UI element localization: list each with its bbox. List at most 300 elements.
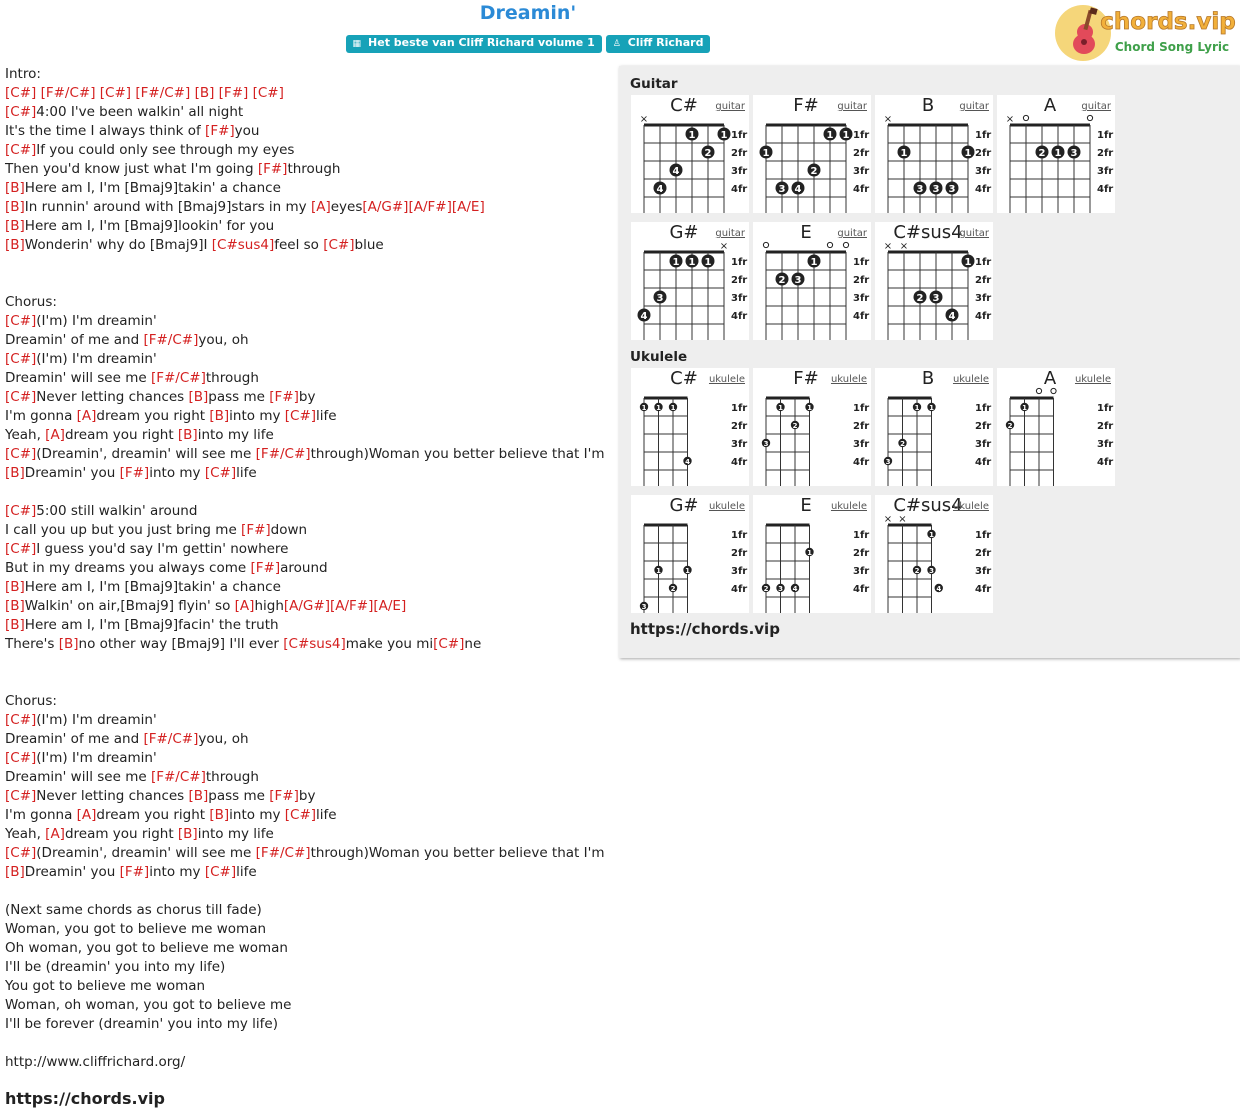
lyric-line: (Next same chords as chorus till fade) <box>5 902 262 918</box>
guitar-heading: Guitar <box>630 76 678 92</box>
fret-label: 1fr <box>975 530 992 541</box>
finger-number: 1 <box>685 567 690 575</box>
chord-marker[interactable]: [A] <box>76 408 97 424</box>
lyric-line: Dreamin' will see me [F#/C#]through <box>5 370 259 386</box>
fret-label: 1fr <box>731 403 748 414</box>
finger-number: 4 <box>948 311 956 322</box>
lyric-line: [C#](I'm) I'm dreamin' <box>5 712 157 728</box>
chord-marker[interactable]: [C#] <box>284 408 317 424</box>
finger-number: 4 <box>794 184 802 195</box>
footer-url[interactable]: https://chords.vip <box>5 1089 165 1108</box>
guitar-chord-diagram[interactable] <box>753 95 871 213</box>
fret-label: 1fr <box>975 257 992 268</box>
muted-string-marker: × <box>1005 114 1015 125</box>
finger-number: 1 <box>656 567 661 575</box>
chord-marker[interactable]: [B] <box>5 199 25 215</box>
ukulele-chord-diagram[interactable] <box>753 368 871 486</box>
chord-marker[interactable]: [C#] <box>5 788 37 804</box>
finger-number: 2 <box>763 585 769 593</box>
fret-label: 3fr <box>731 566 748 577</box>
fretboard-grid <box>631 222 749 340</box>
fretboard-grid <box>875 495 993 613</box>
chord-name: F# <box>793 95 819 116</box>
fret-label: 2fr <box>731 275 748 286</box>
fret-label: 4fr <box>975 311 992 322</box>
fret-label: 2fr <box>731 148 748 159</box>
fretboard-grid <box>875 222 993 340</box>
chord-marker[interactable]: [C#] <box>5 541 37 557</box>
finger-number: 1 <box>807 549 812 557</box>
finger-number: 1 <box>842 130 850 141</box>
lyric-line: [C#]I guess you'd say I'm gettin' nowhere <box>5 541 289 557</box>
finger-number: 4 <box>640 311 648 322</box>
chord-marker[interactable]: [B] <box>188 788 209 804</box>
fretboard-grid <box>753 222 871 340</box>
fret-label: 2fr <box>975 548 992 559</box>
lyric-line: I call you up but you just bring me [F#]down <box>5 522 308 538</box>
open-string-marker <box>1036 388 1041 393</box>
chord-marker[interactable]: [B] <box>177 826 198 842</box>
chord-marker[interactable]: [C#] <box>433 636 465 652</box>
chord-name: E <box>800 495 812 516</box>
chord-marker[interactable]: [C#] <box>284 807 317 823</box>
chord-marker[interactable]: [B] <box>209 408 230 424</box>
chord-marker[interactable]: [F#] <box>257 161 288 177</box>
instrument-link[interactable]: guitar <box>837 228 867 239</box>
fret-label: 4fr <box>853 457 870 468</box>
chord-marker[interactable]: [C#] <box>5 104 37 120</box>
fret-label: 4fr <box>975 184 992 195</box>
lyric-line: But in my dreams you always come [F#]around <box>5 560 328 576</box>
finger-number: 3 <box>932 293 940 304</box>
fret-label: 4fr <box>1097 184 1114 195</box>
site-logo[interactable] <box>1054 4 1240 62</box>
lyrics-section <box>5 65 610 1072</box>
chord-marker[interactable]: [C#sus4] <box>283 636 346 652</box>
chord-marker[interactable]: [F#] <box>241 522 271 538</box>
finger-number: 3 <box>916 184 924 195</box>
finger-number: 2 <box>916 293 924 304</box>
chord-marker[interactable]: [C#] <box>99 85 132 101</box>
chord-marker[interactable]: [A/F#] <box>408 199 452 215</box>
chord-name: C# <box>670 368 698 389</box>
fret-label: 3fr <box>731 293 748 304</box>
lyric-line: I'm gonna [A]dream you right [B]into my [C#]life <box>5 807 337 823</box>
fret-label: 2fr <box>1097 421 1114 432</box>
artist-badge-label: Cliff Richard <box>627 36 704 49</box>
finger-number: 2 <box>900 440 905 448</box>
finger-number: 1 <box>656 404 661 412</box>
fretboard-grid <box>875 368 993 486</box>
chord-panel <box>619 66 1240 658</box>
lyric-line <box>5 483 610 502</box>
finger-number: 1 <box>670 404 676 412</box>
lyric-line <box>5 274 610 293</box>
fret-label: 1fr <box>975 130 992 141</box>
finger-number: 3 <box>1070 148 1078 159</box>
fretboard-grid <box>631 95 749 213</box>
fret-label: 2fr <box>731 421 748 432</box>
guitar-chord-diagram[interactable] <box>631 222 749 340</box>
fret-label: 1fr <box>731 130 748 141</box>
lyric-line: [C#](I'm) I'm dreamin' <box>5 313 157 329</box>
instrument-link[interactable]: ukulele <box>1074 374 1111 385</box>
fret-label: 2fr <box>975 421 992 432</box>
chord-marker[interactable]: [F#/C#] <box>40 85 96 101</box>
chord-marker[interactable]: [B] <box>194 85 215 101</box>
guitar-chord-diagram[interactable] <box>997 95 1115 213</box>
fret-label: 4fr <box>731 584 748 595</box>
open-string-marker <box>1051 388 1056 393</box>
ukulele-chord-diagram[interactable] <box>753 495 871 613</box>
finger-number: 3 <box>778 585 783 593</box>
chord-marker[interactable]: [A] <box>45 826 65 842</box>
chord-name: C#sus4 <box>893 222 963 243</box>
fret-label: 4fr <box>731 311 748 322</box>
chord-marker[interactable]: [A/G#] <box>362 199 409 215</box>
lyric-line: [C#]Never letting chances [B]pass me [F#]by <box>5 389 316 405</box>
song-title: Dreamin' <box>479 2 577 24</box>
chord-marker[interactable]: [F#] <box>119 465 150 481</box>
chord-marker[interactable]: [C#] <box>204 864 237 880</box>
fret-label: 1fr <box>853 530 870 541</box>
instrument-link[interactable]: ukulele <box>708 374 745 385</box>
open-string-marker <box>827 242 832 247</box>
fretboard-grid <box>753 368 871 486</box>
muted-string-marker: × <box>719 241 729 252</box>
finger-number: 2 <box>792 422 798 430</box>
lyric-line: Woman, you got to believe me woman <box>5 921 267 937</box>
chord-marker[interactable]: [F#/C#] <box>143 332 199 348</box>
finger-number: 1 <box>762 148 770 159</box>
fret-label: 3fr <box>731 439 748 450</box>
finger-number: 1 <box>929 404 934 412</box>
chord-marker[interactable]: [B] <box>5 617 25 633</box>
fret-label: 3fr <box>975 566 992 577</box>
guitar-chord-diagram[interactable] <box>753 222 871 340</box>
chord-marker[interactable]: [F#] <box>269 788 299 804</box>
finger-number: 1 <box>810 257 818 268</box>
chord-marker[interactable]: [C#] <box>252 85 284 101</box>
user-icon: ♙ <box>612 39 621 49</box>
chord-name: E <box>800 222 812 243</box>
fret-label: 3fr <box>975 439 992 450</box>
fret-label: 1fr <box>853 130 870 141</box>
finger-number: 1 <box>826 130 834 141</box>
chord-name: G# <box>669 495 699 516</box>
finger-number: 3 <box>929 567 934 575</box>
instrument-link[interactable]: guitar <box>837 101 867 112</box>
finger-number: 4 <box>685 458 690 466</box>
lyric-line: [C#]Never letting chances [B]pass me [F#]by <box>5 788 316 804</box>
lyric-line <box>5 654 610 673</box>
chord-marker[interactable]: [B] <box>209 807 230 823</box>
artist-badge[interactable] <box>606 35 711 53</box>
finger-number: 1 <box>807 404 812 412</box>
instrument-link[interactable]: guitar <box>959 228 989 239</box>
fret-label: 3fr <box>975 293 992 304</box>
fret-label: 1fr <box>731 257 748 268</box>
chord-marker[interactable]: [F#] <box>119 864 150 880</box>
chord-marker[interactable]: [C#] <box>5 313 37 329</box>
chord-marker[interactable]: [A/E] <box>451 199 485 215</box>
chord-marker[interactable]: [C#] <box>5 85 37 101</box>
ukulele-chord-diagram[interactable] <box>875 368 993 486</box>
finger-number: 3 <box>885 458 891 466</box>
chord-name: B <box>921 368 935 389</box>
chord-marker[interactable]: [A/G#] <box>283 598 330 614</box>
finger-number: 1 <box>720 130 728 141</box>
fret-label: 3fr <box>1097 439 1114 450</box>
fret-label: 4fr <box>731 184 748 195</box>
fretboard-grid <box>631 368 749 486</box>
ukulele-chord-diagram[interactable] <box>631 368 749 486</box>
guitar-chord-diagram[interactable] <box>631 95 749 213</box>
chord-marker[interactable]: [A] <box>76 807 97 823</box>
chord-marker[interactable]: [C#] <box>5 446 37 462</box>
fret-label: 4fr <box>1097 457 1114 468</box>
guitar-chord-diagram[interactable] <box>875 222 993 340</box>
muted-string-marker: × <box>883 114 893 125</box>
lyric-line: I'll be forever (dreamin' you into my life) <box>5 1016 278 1032</box>
chord-marker[interactable]: [C#sus4] <box>211 237 275 253</box>
chord-marker[interactable]: [B] <box>5 237 25 253</box>
chord-marker[interactable]: [F#] <box>250 560 281 576</box>
fret-label: 4fr <box>975 457 992 468</box>
finger-number: 1 <box>688 257 696 268</box>
finger-number: 1 <box>929 531 934 539</box>
fret-label: 3fr <box>853 439 870 450</box>
fret-label: 1fr <box>853 257 870 268</box>
lyric-line <box>5 255 610 274</box>
lyric-line: http://www.cliffrichard.org/ <box>5 1054 186 1070</box>
lyric-line: [C#](Dreamin', dreamin' will see me [F#/C#]through)Woman you better believe that I'm <box>5 845 605 861</box>
fret-label: 2fr <box>975 275 992 286</box>
lyric-line: Yeah, [A]dream you right [B]into my life <box>5 826 274 842</box>
muted-string-marker: × <box>899 241 909 252</box>
lyric-line <box>5 882 610 901</box>
instrument-link[interactable]: ukulele <box>830 374 867 385</box>
chord-marker[interactable]: [C#] <box>5 845 37 861</box>
ukulele-chord-diagram[interactable] <box>875 495 993 613</box>
fret-label: 1fr <box>853 403 870 414</box>
lyric-line: [B]Walkin' on air,[Bmaj9] flyin' so [A]high[A/G#][A/F#][A/E] <box>5 598 407 614</box>
chord-marker[interactable]: [C#] <box>5 712 37 728</box>
lyric-line: [C#]5:00 still walkin' around <box>5 503 198 519</box>
lyric-line: You got to believe me woman <box>5 978 206 994</box>
instrument-link[interactable]: guitar <box>959 101 989 112</box>
chord-marker[interactable]: [B] <box>5 218 25 234</box>
finger-number: 1 <box>914 404 920 412</box>
lyric-line: Chorus: <box>5 693 57 709</box>
chord-name: C# <box>670 95 698 116</box>
fret-label: 2fr <box>853 548 870 559</box>
lyric-line: [C#](I'm) I'm dreamin' <box>5 750 157 766</box>
fretboard-grid <box>997 368 1115 486</box>
instrument-link[interactable]: ukulele <box>708 501 745 512</box>
lyric-line <box>5 673 610 692</box>
lyric-line: Chorus: <box>5 294 57 310</box>
lyric-line: It's the time I always think of [F#]you <box>5 123 260 139</box>
fret-label: 3fr <box>853 293 870 304</box>
chord-marker[interactable]: [B] <box>5 598 25 614</box>
muted-string-marker: × <box>883 241 893 252</box>
finger-number: 1 <box>1054 148 1062 159</box>
finger-number: 1 <box>672 257 680 268</box>
fretboard-grid <box>875 95 993 213</box>
chord-marker[interactable]: [F#/C#] <box>135 85 191 101</box>
chord-marker[interactable]: [F#/C#] <box>143 731 199 747</box>
muted-string-marker: × <box>898 514 907 525</box>
lyric-line: There's [B]no other way [Bmaj9] I'll ever [C#sus4]make you mi[C#]ne <box>5 636 482 652</box>
lyric-line: Then you'd know just what I'm going [F#]through <box>5 161 341 177</box>
instrument-link[interactable]: guitar <box>1081 101 1111 112</box>
instrument-link[interactable]: ukulele <box>830 501 867 512</box>
instrument-link[interactable]: guitar <box>715 228 745 239</box>
chord-marker[interactable]: [C#] <box>5 750 37 766</box>
fret-label: 1fr <box>731 530 748 541</box>
ukulele-logo-icon <box>1054 4 1240 62</box>
fret-label: 4fr <box>853 184 870 195</box>
finger-number: 1 <box>778 404 783 412</box>
chord-marker[interactable]: [B] <box>5 180 25 196</box>
instrument-link[interactable]: ukulele <box>952 374 989 385</box>
lyric-line <box>5 84 610 103</box>
lyric-line: [C#]If you could only see through my eyes <box>5 142 295 158</box>
chord-marker[interactable]: [F#/C#] <box>255 446 311 462</box>
fret-label: 2fr <box>731 548 748 559</box>
lyric-line: [C#](I'm) I'm dreamin' <box>5 351 157 367</box>
finger-number: 1 <box>964 257 972 268</box>
fret-label: 1fr <box>1097 403 1114 414</box>
lyric-line: [B]Dreamin' you [F#]into my [C#]life <box>5 465 257 481</box>
fret-label: 4fr <box>853 311 870 322</box>
chord-marker[interactable]: [F#/C#] <box>150 769 206 785</box>
chord-marker[interactable]: [B] <box>58 636 79 652</box>
ukulele-chord-diagram[interactable] <box>997 368 1115 486</box>
fretboard-grid <box>753 95 871 213</box>
chord-marker[interactable]: [A/E] <box>373 598 407 614</box>
finger-number: 1 <box>1022 404 1027 412</box>
chord-marker[interactable]: [B] <box>5 579 25 595</box>
badge-row <box>0 35 1056 53</box>
lyric-line: [B]In runnin' around with [Bmaj9]stars in my [A]eyes[A/G#][A/F#][A/E] <box>5 199 485 215</box>
lyric-line: Dreamin' will see me [F#/C#]through <box>5 769 259 785</box>
finger-number: 3 <box>948 184 956 195</box>
finger-number: 2 <box>778 275 786 286</box>
chord-marker[interactable]: [A] <box>45 427 65 443</box>
guitar-chord-diagram[interactable] <box>875 95 993 213</box>
muted-string-marker: × <box>883 514 893 525</box>
lyric-line: I'm gonna [A]dream you right [B]into my [C#]life <box>5 408 337 424</box>
chord-name: B <box>921 95 935 116</box>
chord-marker[interactable]: [B] <box>188 389 209 405</box>
chord-marker[interactable]: [F#/C#] <box>150 370 206 386</box>
fret-label: 3fr <box>853 566 870 577</box>
finger-number: 3 <box>794 275 802 286</box>
chord-marker[interactable]: [C#] <box>5 389 37 405</box>
finger-number: 2 <box>914 567 920 575</box>
finger-number: 4 <box>656 184 664 195</box>
chord-marker[interactable]: [C#] <box>5 351 37 367</box>
finger-number: 2 <box>670 585 676 593</box>
lyric-line <box>5 1034 610 1053</box>
lyric-line: [B]Here am I, I'm [Bmaj9]facin' the truth <box>5 617 279 633</box>
finger-number: 1 <box>704 257 712 268</box>
open-string-marker <box>763 242 768 247</box>
finger-number: 1 <box>688 130 696 141</box>
fretboard-grid <box>997 95 1115 213</box>
finger-number: 4 <box>936 585 942 593</box>
chord-name: A <box>1043 95 1057 116</box>
chord-marker[interactable]: [C#] <box>5 142 37 158</box>
lyric-line: Oh woman, you got to believe me woman <box>5 940 288 956</box>
chord-marker[interactable]: [F#] <box>218 85 249 101</box>
chord-name: G# <box>669 222 699 243</box>
chord-marker[interactable]: [C#] <box>204 465 237 481</box>
lyric-line: [B]Here am I, I'm [Bmaj9]takin' a chance <box>5 180 281 196</box>
fret-label: 2fr <box>853 421 870 432</box>
chord-marker[interactable]: [F#] <box>205 123 235 139</box>
chord-marker[interactable]: [B] <box>5 465 25 481</box>
open-string-marker <box>1087 115 1092 120</box>
chord-marker[interactable]: [F#] <box>269 389 299 405</box>
lyric-line: Intro: <box>5 66 41 82</box>
chord-marker[interactable]: [B] <box>177 427 198 443</box>
chord-marker[interactable]: [A] <box>234 598 255 614</box>
finger-number: 2 <box>810 166 818 177</box>
ukulele-heading: Ukulele <box>630 349 688 365</box>
open-string-marker <box>1023 115 1028 120</box>
ukulele-chord-diagram[interactable] <box>631 495 749 613</box>
chord-marker[interactable]: [C#] <box>5 503 37 519</box>
chord-marker[interactable]: [A] <box>310 199 331 215</box>
finger-number: 1 <box>641 404 647 412</box>
fret-label: 4fr <box>975 584 992 595</box>
lyric-line: [B]Here am I, I'm [Bmaj9]lookin' for you <box>5 218 275 234</box>
instrument-link[interactable]: guitar <box>715 101 745 112</box>
lyric-line: Dreamin' of me and [F#/C#]you, oh <box>5 332 249 348</box>
chord-marker[interactable]: [A/F#] <box>329 598 374 614</box>
lyric-line: Dreamin' of me and [F#/C#]you, oh <box>5 731 249 747</box>
chord-marker[interactable]: [B] <box>5 864 25 880</box>
finger-number: 1 <box>900 148 908 159</box>
finger-number: 4 <box>792 585 798 593</box>
chord-marker[interactable]: [C#] <box>323 237 355 253</box>
instrument-link[interactable]: ukulele <box>952 501 989 512</box>
fret-label: 2fr <box>1097 148 1114 159</box>
finger-number: 3 <box>763 440 769 448</box>
album-badge[interactable] <box>346 35 602 53</box>
finger-number: 3 <box>932 184 940 195</box>
fret-label: 3fr <box>1097 166 1114 177</box>
muted-string-marker: × <box>639 114 649 125</box>
fretboard-grid <box>753 495 871 613</box>
lyric-line: [B]Here am I, I'm [Bmaj9]takin' a chance <box>5 579 281 595</box>
lyric-line: Woman, oh woman, you got to believe me <box>5 997 292 1013</box>
fret-label: 3fr <box>731 166 748 177</box>
chord-marker[interactable]: [F#/C#] <box>255 845 311 861</box>
lyric-line: [C#](Dreamin', dreamin' will see me [F#/C#]through)Woman you better believe that I'm <box>5 446 605 462</box>
finger-number: 3 <box>778 184 786 195</box>
panel-url[interactable]: https://chords.vip <box>630 620 780 638</box>
fret-label: 2fr <box>853 275 870 286</box>
lyric-line: I'll be (dreamin' you into my life) <box>5 959 226 975</box>
chord-name: C#sus4 <box>893 495 963 516</box>
chord-name: A <box>1043 368 1057 389</box>
finger-number: 2 <box>1007 422 1013 430</box>
open-string-marker <box>843 242 848 247</box>
